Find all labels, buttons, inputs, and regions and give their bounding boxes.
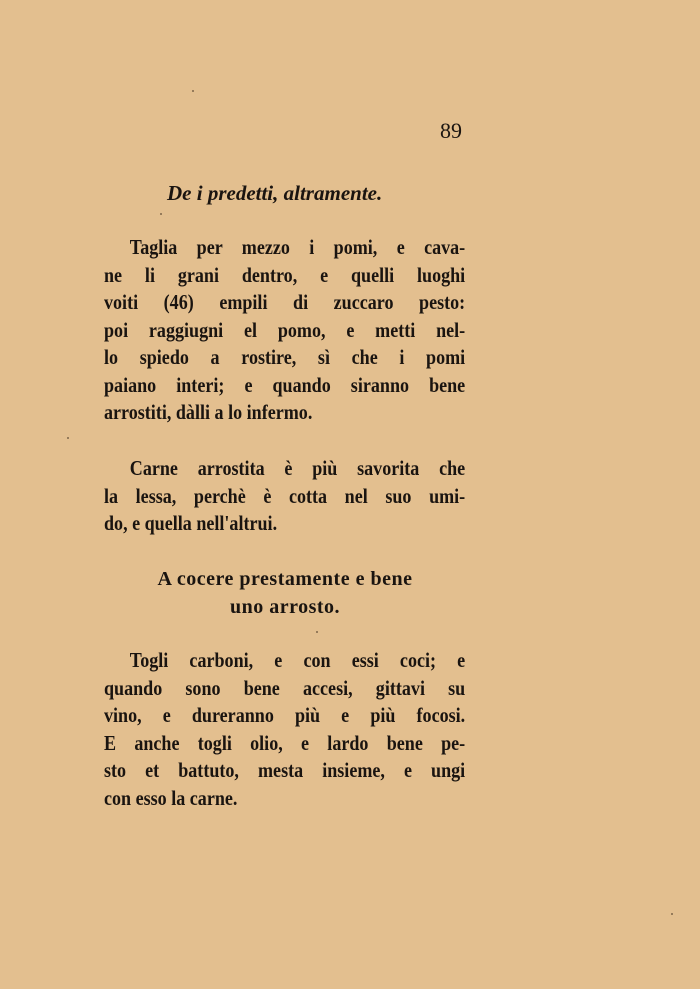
text-line: sto et battuto, mesta insieme, e ungi — [104, 758, 466, 782]
paper-speck — [671, 913, 673, 915]
paper-speck — [316, 631, 318, 633]
paragraph-carboni — [104, 647, 466, 812]
text-line: lo spiedo a rostire, sì che i pomi — [104, 345, 466, 369]
section-heading-arrosto — [104, 565, 466, 621]
paper-speck — [67, 437, 69, 439]
paragraph-carne-arrostita — [104, 455, 466, 538]
page-number: 89 — [440, 118, 462, 143]
text-line: Carne arrostita è più savorita che — [129, 456, 466, 480]
text-line: Togli carboni, e con essi coci; e — [129, 648, 466, 672]
text-line: do, e quella nell'altrui. — [104, 511, 278, 535]
text-line: Taglia per mezzo i pomi, e cava- — [129, 235, 466, 259]
text-line: E anche togli olio, e lardo bene pe- — [104, 730, 466, 755]
text-line: arrostiti, dàlli a lo infermo. — [104, 400, 313, 424]
heading-line: A cocere prestamente e bene — [157, 568, 413, 590]
text-line: voiti (46) empili di zuccaro pesto: — [104, 290, 466, 314]
text-line: paiano interi; e quando siranno bene — [104, 372, 466, 397]
text-line: con esso la carne. — [104, 785, 238, 810]
paper-speck — [192, 90, 194, 92]
text-line: quando sono bene accesi, gittavi su — [104, 675, 466, 700]
text-line: vino, e dureranno più e più focosi. — [104, 703, 466, 727]
text-line: ne li grani dentro, e quelli luoghi — [104, 262, 466, 287]
section-heading-predetti: De i predetti, altramente. — [167, 181, 383, 205]
paragraph-pomi — [104, 234, 466, 427]
text-line: poi raggiugni el pomo, e metti nel- — [104, 317, 466, 342]
text-line: la lessa, perchè è cotta nel suo umi- — [104, 483, 466, 508]
heading-line: uno arrosto. — [229, 596, 341, 618]
paper-speck — [160, 213, 162, 215]
